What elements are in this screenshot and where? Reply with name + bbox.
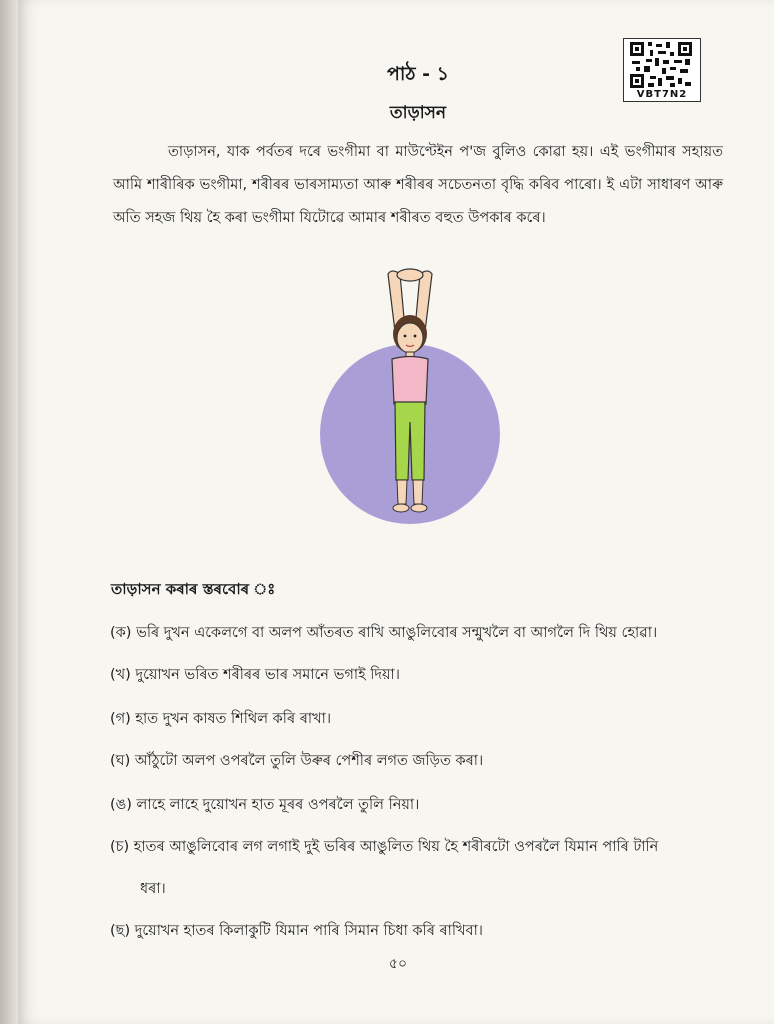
tadasana-illustration xyxy=(300,262,520,527)
step-gha: (ঘ) আঁঠুটো অলপ ওপৰলৈ তুলি উৰুৰ পেশীৰ লগত জড়িত কৰা। xyxy=(110,753,484,769)
step-kha: (খ) দুয়োখন ভৰিত শৰীৰৰ ভাৰ সমানে ভগাই দিয়া। xyxy=(110,667,400,683)
step-cha-continued: ধৰা। xyxy=(140,881,166,897)
step-chha: (ছ) দুয়োখন হাতৰ কিলাকুটি যিমান পাৰি সিমান চিধা কৰি ৰাখিবা। xyxy=(110,923,483,939)
face xyxy=(397,323,423,353)
right-foot xyxy=(411,504,427,512)
step-nga: (ঙ) লাহে লাহে দুয়োখন হাত মূৰৰ ওপৰলৈ তুলি নিয়া। xyxy=(110,797,420,813)
book-page xyxy=(18,0,774,1024)
qr-code-label: VBT7N2 xyxy=(636,89,688,100)
page-title: তাড়াসন xyxy=(389,103,447,123)
clasped-hands xyxy=(397,269,423,281)
page-number: ৫০ xyxy=(388,956,408,972)
pink-top xyxy=(392,357,428,405)
step-ga: (গ) হাত দুখন কাষত শিথিল কৰি ৰাখা। xyxy=(110,711,332,727)
qr-code-icon xyxy=(630,42,692,88)
left-foot xyxy=(393,504,409,512)
step-cha: (চ) হাতৰ আঙুলিবোৰ লগ লগাই দুই ভৰিৰ আঙুলিত থিয় হৈ শৰীৰটো ওপৰলৈ যিমান পাৰি টানি xyxy=(110,839,659,855)
book-gutter xyxy=(0,0,18,1024)
steps-heading: তাড়াসন কৰাৰ স্তৰবোৰ ঃ xyxy=(111,580,276,598)
lesson-number: পাঠ - ১ xyxy=(386,63,449,85)
intro-paragraph: তাড়াসন, যাক পৰ্বতৰ দৰে ভংগীমা বা মাউণ্টেইন প'জ বুলিও কোৱা হয়। এই ভংগীমাৰ সহায়ত আমি শাৰীৰিক ভংগীমা, শৰীৰৰ ভাৰসাম্যতা আৰু শৰীৰৰ সচেতনতা বৃদ্ধি কৰিব পাৰো। ই এটা সাধাৰণ আৰু অতি সহজ থিয় হৈ কৰা ভংগীমা যিটোৱে আমাৰ শৰীৰত বহুত উপকাৰ কৰে। xyxy=(113,144,723,226)
step-ka: (ক) ভৰি দুখন একেলগে বা অলপ আঁতৰত ৰাখি আঙুলিবোৰ সন্মুখলৈ বা আগলৈ দি থিয় হোৱা। xyxy=(110,625,658,641)
qr-code[interactable] xyxy=(623,38,701,102)
